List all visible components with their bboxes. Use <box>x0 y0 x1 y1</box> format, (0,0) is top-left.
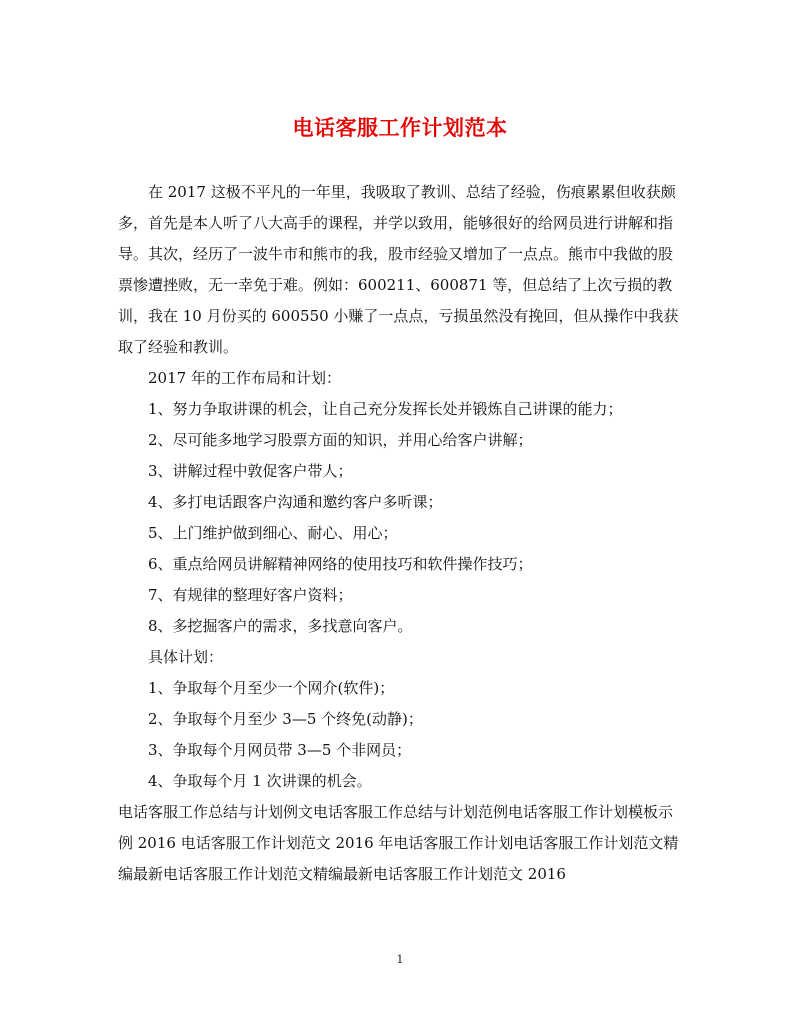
document-body <box>118 177 684 890</box>
layout-item-1: 1、努力争取讲课的机会，让自己充分发挥长处并锻炼自己讲课的能力； <box>148 400 623 418</box>
specific-item-1: 1、争取每个月至少一个网介(软件)； <box>148 679 395 697</box>
layout-item-3: 3、讲解过程中敦促客户带人； <box>148 462 353 480</box>
layout-item-5: 5、上门维护做到细心、耐心、用心； <box>148 524 398 542</box>
page-title: 电话客服工作计划范本 <box>292 116 508 140</box>
layout-heading: 2017 年的工作布局和计划： <box>148 369 341 387</box>
layout-item-2: 2、尽可能多地学习股票方面的知识，并用心给客户讲解； <box>148 431 533 449</box>
specific-heading: 具体计划： <box>148 648 224 666</box>
specific-item-2: 2、争取每个月至少 3—5 个终免(动静)； <box>148 710 423 728</box>
specific-item-3: 3、争取每个月网员带 3—5 个非网员； <box>148 741 412 759</box>
intro-paragraph: 在 2017 这极不平凡的一年里，我吸取了教训、总结了经验，伤痕累累但收获颇多，首先是本人听了八大高手的课程，并学以致用，能够很好的给网员进行讲解和指导。其次，经历了一波牛市和熊市的我，股市经验又增加了一点点。熊市中我做的股票惨遭挫败，无一幸免于难。例如：600211、600871 等，但总结了上次亏损的教训，我在 10 月份买的 600550 小赚了一点点，亏损虽然没有挽回，但从操作中我获取了经验和教训。 <box>118 183 679 356</box>
related-keywords-paragraph: 电话客服工作总结与计划例文电话客服工作总结与计划范例电话客服工作计划模板示例 2016 电话客服工作计划范文 2016 年电话客服工作计划电话客服工作计划范文精编最新电话客服工作计划范文精编最新电话客服工作计划范文 2016 <box>118 803 679 883</box>
layout-item-8: 8、多挖掘客户的需求，多找意向客户。 <box>148 617 413 635</box>
layout-item-7: 7、有规律的整理好客户资料； <box>148 586 353 604</box>
page-number: 1 <box>396 953 404 966</box>
layout-item-4: 4、多打电话跟客户沟通和邀约客户多听课； <box>148 493 443 511</box>
specific-item-4: 4、争取每个月 1 次讲课的机会。 <box>148 772 372 790</box>
layout-item-6: 6、重点给网员讲解精神网络的使用技巧和软件操作技巧； <box>148 555 533 573</box>
